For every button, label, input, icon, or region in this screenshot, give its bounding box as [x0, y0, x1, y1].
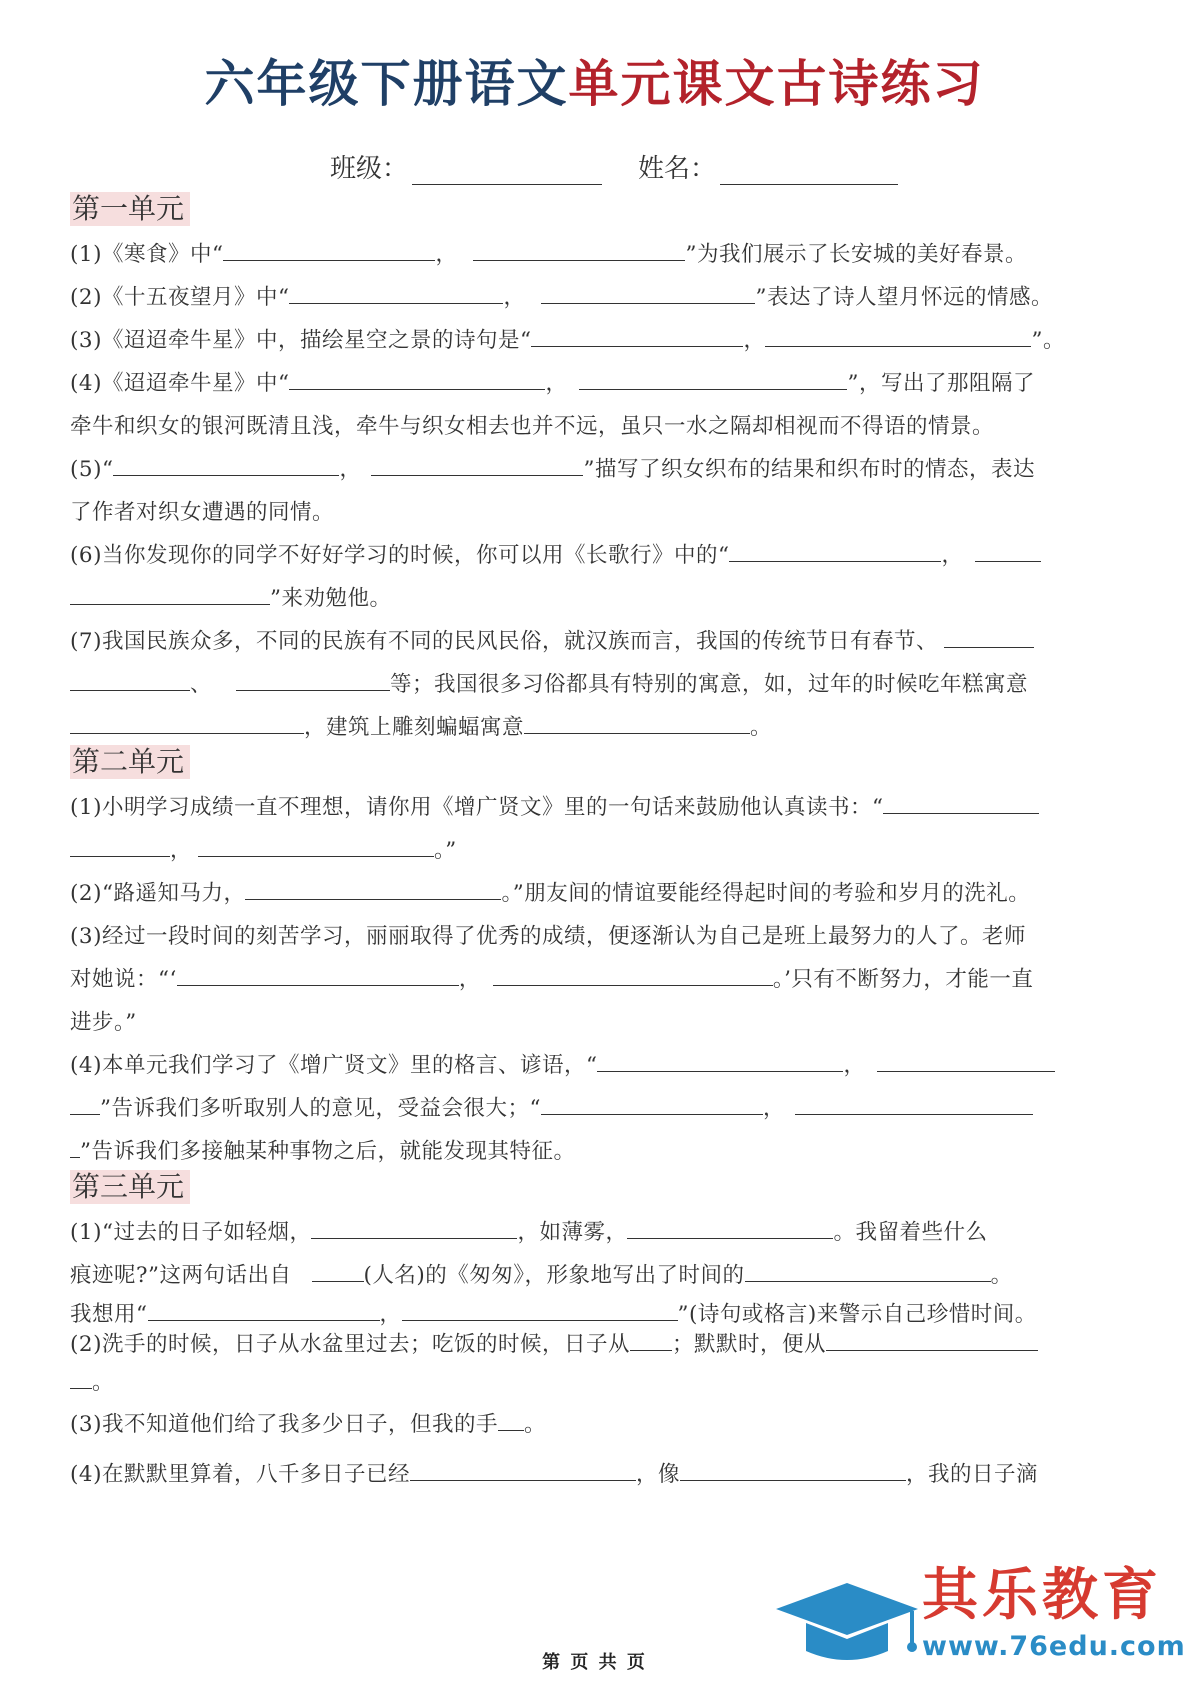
u1-q6-cont: [70, 576, 1120, 622]
brand-url: www.76edu.com: [922, 1631, 1186, 1662]
q-text: (1)《寒食》中“: [70, 242, 224, 267]
answer-blank[interactable]: [70, 666, 190, 691]
answer-blank[interactable]: [70, 1090, 100, 1115]
u1-q6: [70, 533, 1120, 579]
u2-q4-line3: [70, 1129, 1120, 1175]
answer-blank[interactable]: [877, 1047, 1055, 1072]
answer-blank[interactable]: [473, 236, 685, 261]
answer-blank[interactable]: [113, 451, 339, 476]
u3-q1: [70, 1210, 1120, 1256]
title-part-red: 单元课文古诗练习: [568, 55, 985, 113]
q-text: ”告诉我们多听取别人的意见，受益会很大；“: [100, 1096, 541, 1121]
q-text: ，如薄雾，: [517, 1220, 628, 1245]
u1-q5-cont: [70, 490, 1120, 536]
q-text: (3)我不知道他们给了我多少日子，但我的手: [70, 1412, 498, 1437]
q-text: (1)小明学习成绩一直不理想，请你用《增广贤文》里的一句话来鼓励他认真读书：“: [70, 795, 884, 820]
u1-q4-cont: [70, 404, 1120, 450]
answer-blank[interactable]: [541, 1090, 763, 1115]
answer-blank[interactable]: [883, 789, 1039, 814]
u1-q2: [70, 275, 1120, 321]
q-text: ，建筑上雕刻蝙蝠寓意: [304, 715, 525, 740]
answer-blank[interactable]: [70, 580, 270, 605]
u2-q3-line3: [70, 1000, 1120, 1046]
answer-blank[interactable]: [410, 1456, 636, 1481]
q-text: ，我的日子滴: [905, 1462, 1038, 1487]
q-text: 痕迹呢?”这两句话出自: [70, 1263, 292, 1288]
u2-q4-line2: [70, 1086, 1120, 1132]
answer-blank[interactable]: [765, 322, 1031, 347]
u1-q7: [70, 619, 1120, 665]
q-text: (2)“路遥知马力，: [70, 881, 246, 906]
q-text: ”描写了织女织布的结果和织布时的情态，表达: [583, 457, 1035, 482]
answer-blank[interactable]: [312, 1257, 364, 1282]
q-text: (5)“: [70, 457, 114, 482]
u2-q1-cont: [70, 828, 1120, 874]
name-label: 姓名：: [638, 154, 717, 184]
u3-q4: [70, 1452, 1120, 1498]
q-text: ”为我们展示了长安城的美好春景。: [685, 242, 1027, 267]
q-text: ，: [941, 543, 964, 568]
answer-blank[interactable]: [371, 451, 583, 476]
answer-blank[interactable]: [70, 832, 170, 857]
answer-blank[interactable]: [70, 1364, 92, 1389]
answer-blank[interactable]: [826, 1326, 1038, 1351]
q-text: ，: [763, 1096, 786, 1121]
answer-blank[interactable]: [70, 709, 304, 734]
u2-q3: [70, 914, 1120, 960]
q-text: ，像: [635, 1462, 680, 1487]
answer-blank[interactable]: [177, 961, 459, 986]
q-text: ”(诗句或格言)来警示自己珍惜时间。: [677, 1302, 1037, 1327]
answer-blank[interactable]: [531, 322, 743, 347]
q-text: ”。: [1031, 328, 1065, 353]
answer-blank[interactable]: [223, 236, 435, 261]
q-text: 。: [523, 1412, 546, 1437]
q-text: 我想用“: [70, 1302, 148, 1327]
page-title: [0, 52, 1189, 116]
q-text: (4)本单元我们学习了《增广贤文》里的格言、谚语，“: [70, 1053, 598, 1078]
answer-blank[interactable]: [745, 1257, 991, 1282]
q-text: 。: [92, 1370, 115, 1395]
u1-q1: [70, 232, 1120, 278]
answer-blank[interactable]: [975, 537, 1041, 562]
u3-q3: [70, 1402, 1120, 1448]
q-text: ，: [435, 242, 458, 267]
q-text: ”表达了诗人望月怀远的情感。: [755, 285, 1053, 310]
q-text: ，: [743, 328, 766, 353]
q-text: ，: [170, 838, 193, 863]
answer-blank[interactable]: [541, 279, 755, 304]
q-text: (3)经过一段时间的刻苦学习，丽丽取得了优秀的成绩，便逐渐认为自己是班上最努力的人了。老师: [70, 924, 1026, 949]
u1-q5: [70, 447, 1120, 493]
q-text: 对她说：“‘: [70, 967, 177, 992]
answer-blank[interactable]: [627, 1214, 833, 1239]
q-text: 。’只有不断努力，才能一直: [772, 967, 1034, 992]
q-text: (人名)的《匆匆》，形象地写出了时间的: [363, 1263, 745, 1288]
q-text: 。”朋友间的情谊要能经得起时间的考验和岁月的洗礼。: [501, 881, 1031, 906]
answer-blank[interactable]: [402, 1296, 678, 1321]
q-text: (7)我国民族众多，不同的民族有不同的民风民俗，就汉族而言，我国的传统节日有春节、: [70, 629, 938, 654]
q-text: ，: [545, 371, 568, 396]
q-text: 。: [750, 715, 773, 740]
q-text: 了作者对织女遭遇的同情。: [70, 500, 335, 525]
u2-q4: [70, 1043, 1120, 1089]
answer-blank[interactable]: [729, 537, 941, 562]
class-blank[interactable]: [412, 154, 602, 185]
answer-blank[interactable]: [493, 961, 773, 986]
q-text: ，: [339, 457, 362, 482]
u2-q1: [70, 785, 1120, 831]
q-text: (1)“过去的日子如轻烟，: [70, 1220, 312, 1245]
q-text: ，: [843, 1053, 866, 1078]
class-field: [330, 148, 602, 185]
q-text: ；默默时，便从: [671, 1332, 826, 1357]
q-text: ，: [503, 285, 526, 310]
u1-q7-line2: [70, 662, 1120, 708]
answer-blank[interactable]: [795, 1090, 1033, 1115]
q-text: (3)《迢迢牵牛星》中，描绘星空之景的诗句是“: [70, 328, 532, 353]
q-text: (4)在默默里算着，八千多日子已经: [70, 1462, 410, 1487]
q-text: ”告诉我们多接触某种事物之后，就能发现其特征。: [80, 1139, 576, 1164]
q-text: (2)《十五夜望月》中“: [70, 285, 290, 310]
q-text: 进步。”: [70, 1010, 137, 1035]
class-label: 班级：: [330, 154, 409, 184]
u3-q2-cont: [70, 1360, 1120, 1406]
q-text: 。我留着些什么: [833, 1220, 988, 1245]
answer-blank[interactable]: [680, 1456, 906, 1481]
q-text: ”来劝勉他。: [270, 586, 392, 611]
section-heading-unit-2: 第二单元: [70, 745, 190, 779]
q-text: ”，写出了那阻隔了: [847, 371, 1035, 396]
brand-name: 其乐教育: [922, 1563, 1162, 1628]
q-text: (2)洗手的时候，日子从水盆里过去；吃饭的时候，日子从: [70, 1332, 630, 1357]
answer-blank[interactable]: [498, 1406, 524, 1431]
q-text: (4)《迢迢牵牛星》中“: [70, 371, 290, 396]
answer-blank[interactable]: [944, 623, 1034, 648]
u1-q4: [70, 361, 1120, 407]
q-text: 等；我国很多习俗都具有特别的寓意，如，过年的时候吃年糕寓意: [390, 672, 1029, 697]
q-text: ，: [458, 967, 481, 992]
answer-blank[interactable]: [289, 365, 545, 390]
page-footer: 第 页 共 页: [542, 1652, 647, 1673]
name-blank[interactable]: [720, 154, 898, 185]
answer-blank[interactable]: [70, 1133, 80, 1158]
q-text: 、: [190, 672, 213, 697]
u2-q2: [70, 871, 1120, 917]
answer-blank[interactable]: [597, 1047, 843, 1072]
answer-blank[interactable]: [236, 666, 390, 691]
answer-blank[interactable]: [245, 875, 501, 900]
answer-blank[interactable]: [198, 832, 434, 857]
answer-blank[interactable]: [289, 279, 503, 304]
answer-blank[interactable]: [524, 709, 750, 734]
answer-blank[interactable]: [148, 1296, 380, 1321]
u1-q3: [70, 318, 1120, 364]
answer-blank[interactable]: [311, 1214, 517, 1239]
q-text: ，: [379, 1302, 402, 1327]
student-info: [0, 148, 1189, 188]
u1-q7-line3: [70, 705, 1120, 751]
answer-blank[interactable]: [630, 1326, 672, 1351]
title-part-blue: 六年级下册语文: [204, 55, 569, 113]
q-text: 牵牛和织女的银河既清且浅，牵牛与织女相去也并不远，虽只一水之隔却相视而不得语的情景。: [70, 414, 995, 439]
q-text: (6)当你发现你的同学不好好学习的时候，你可以用《长歌行》中的“: [70, 543, 730, 568]
answer-blank[interactable]: [579, 365, 847, 390]
q-text: 。”: [434, 838, 457, 863]
section-heading-unit-1: 第一单元: [70, 192, 190, 226]
section-heading-unit-3: 第三单元: [70, 1170, 190, 1204]
u2-q3-line2: [70, 957, 1120, 1003]
q-text: 。: [990, 1263, 1013, 1288]
name-field: [638, 148, 898, 185]
